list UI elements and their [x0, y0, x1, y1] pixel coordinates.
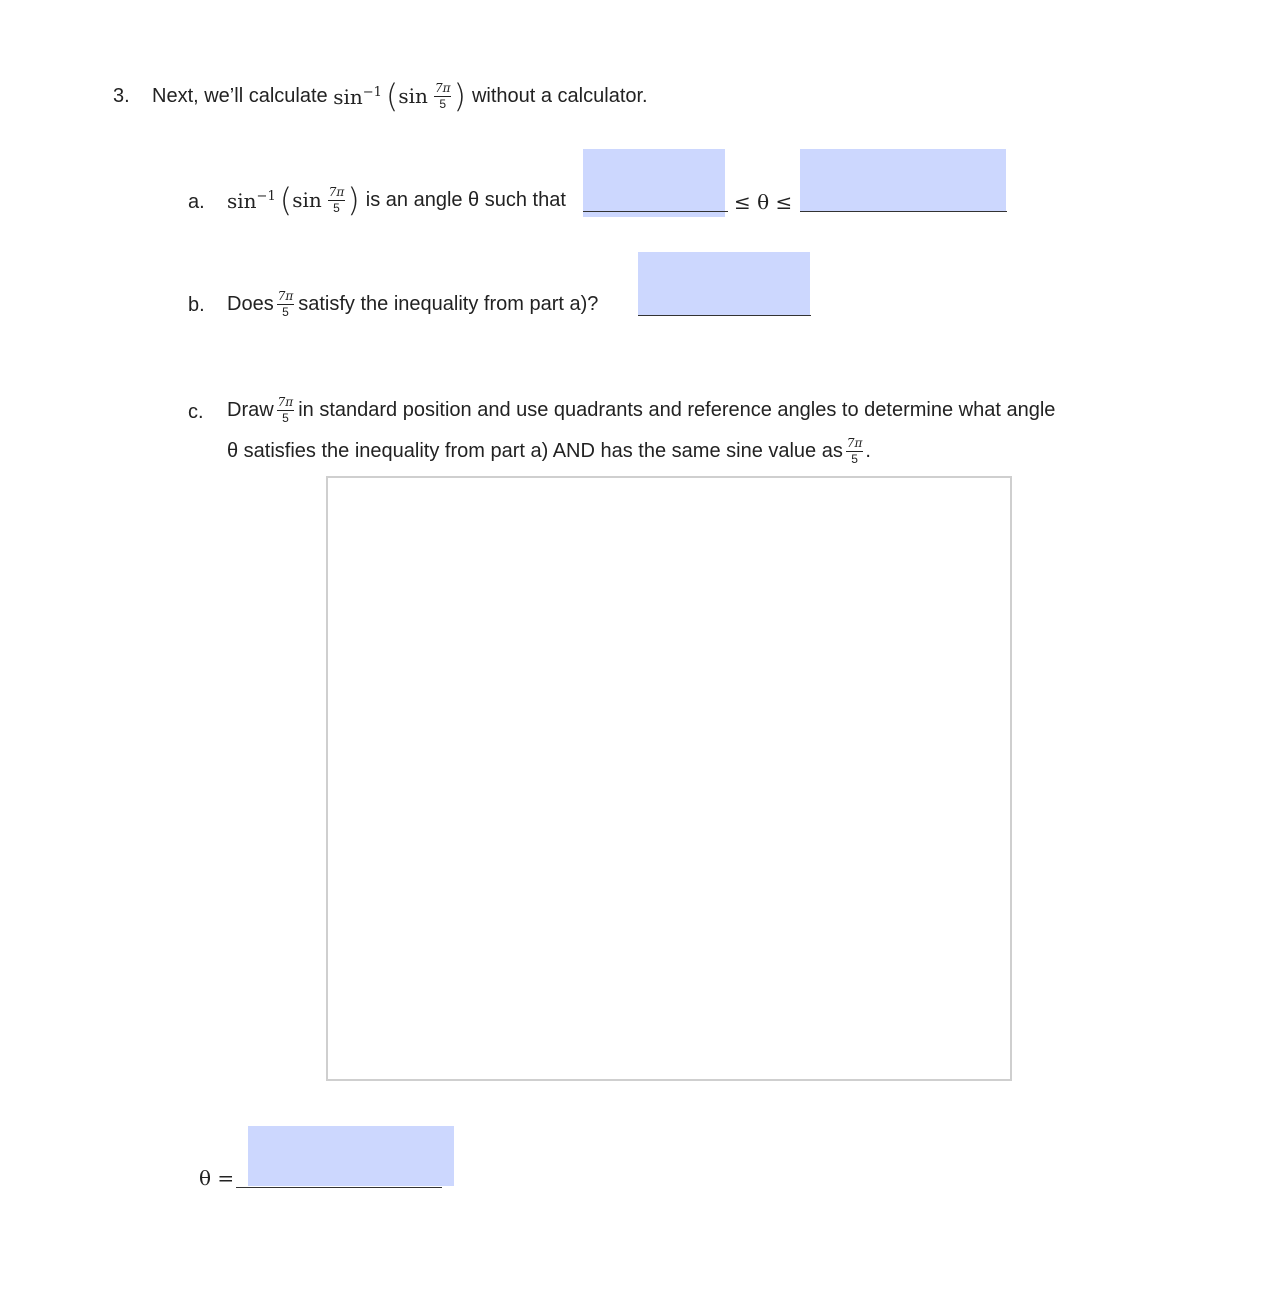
part-b-prompt — [227, 284, 598, 324]
part-b-label: b. — [188, 294, 205, 316]
drawing-area[interactable] — [326, 476, 1012, 1081]
part-a-lower-underline — [583, 211, 728, 212]
fraction-7pi-over-5: $\frac{7\pi}{5}$ — [277, 394, 294, 425]
question-text-before: Next, we’ll calculate — [152, 85, 328, 107]
part-c-line1-before: Draw — [227, 399, 274, 421]
question-number: 3. — [113, 85, 130, 107]
part-b-text-before: Does — [227, 293, 274, 315]
part-b-text-after: satisfy the inequality from part a)? — [298, 293, 599, 315]
sin-text: sin — [292, 188, 322, 212]
question-text-after: without a calculator. — [471, 85, 648, 107]
part-a-label: a. — [188, 191, 205, 213]
part-c-line2-before: θ satisfies the inequality from part a) AND has the same sine value as — [227, 440, 843, 462]
part-a-upper-underline — [800, 211, 1007, 212]
part-a-prompt: $\sin^{-1}$ ( sin $\frac{7\pi}{5}$ ) is an angle θ such that — [227, 181, 566, 219]
fraction-7pi-over-5: $\frac{7\pi}{5}$ — [846, 435, 863, 466]
part-c-line-2 — [227, 431, 871, 471]
fraction-7pi-over-5: $\frac{7\pi}{5}$ — [434, 80, 451, 111]
part-a-lower-bound-field[interactable] — [583, 149, 725, 217]
fraction-7pi-over-5: $\frac{7\pi}{5}$ — [277, 288, 294, 319]
part-c-label: c. — [188, 401, 204, 423]
fraction-7pi-over-5: $\frac{7\pi}{5}$ — [328, 184, 345, 215]
part-c-line1-after: in standard position and use quadrants and reference angles to determine what angle — [298, 399, 1056, 421]
sin-inverse: $\sin^{-1}$ — [333, 84, 382, 109]
question-prompt: Next, we’ll calculate $\sin^{-1}$ ( sin $\frac{7\pi}{5}$ ) without a calculator. — [152, 77, 648, 115]
sin-text: sin — [398, 84, 428, 108]
theta-answer-underline — [236, 1187, 442, 1188]
theta-equals-label: θ = — [199, 1166, 235, 1190]
part-b-answer-field[interactable] — [638, 252, 810, 315]
part-a-text: is an angle θ such that — [365, 189, 566, 211]
part-c-line2-after: . — [865, 440, 871, 462]
theta-answer-field[interactable] — [248, 1126, 454, 1186]
part-b-underline — [638, 315, 811, 316]
leq-theta-leq: ≤ θ ≤ — [734, 190, 793, 214]
part-c-line-1 — [227, 390, 1055, 430]
sin-inverse: $\sin^{-1}$ — [227, 188, 276, 213]
part-a-upper-bound-field[interactable] — [800, 149, 1006, 211]
